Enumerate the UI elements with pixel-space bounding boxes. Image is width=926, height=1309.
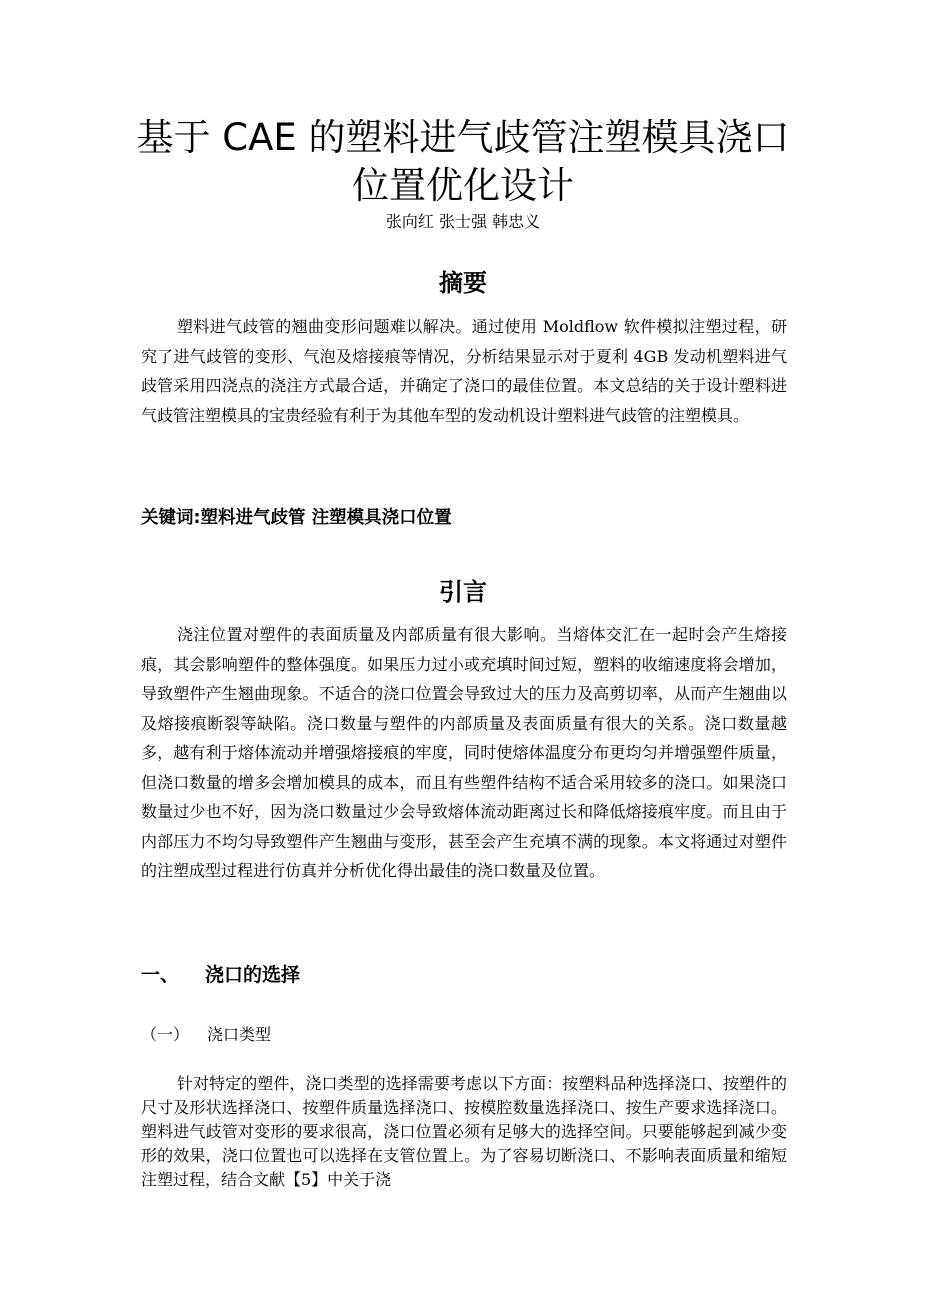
- introduction-heading: 引言: [439, 578, 487, 606]
- abstract-heading: 摘要: [439, 269, 487, 297]
- subsection-1-title: 浇口类型: [207, 1025, 272, 1044]
- subsection-1-number: （一）: [141, 1025, 190, 1044]
- abstract-body: 塑料进气歧管的翘曲变形问题难以解决。通过使用 Moldflow 软件模拟注塑过程，研究了进气歧管的变形、气泡及熔接痕等情况，分析结果显示对于夏利 4GB 发动机塑料进气歧管采用四浇点的浇注方式最合适，并确定了浇口的最佳位置。本文总结的关于设计塑料进气歧管注塑模具的宝贵经验有利于为其他车型的发动机设计塑料进气歧管的注塑模具。: [141, 317, 787, 425]
- keywords-line: 关键词:塑料进气歧管 注塑模具浇口位置: [141, 508, 452, 528]
- subsection-1-body: 针对特定的塑件，浇口类型的选择需要考虑以下方面：按塑料品种选择浇口、按塑件的尺寸及形状选择浇口、按塑件质量选择浇口、按模腔数量选择浇口、按生产要求选择浇口。塑料进气歧管对变形的要求很高，浇口位置必须有足够大的选择空间。只要能够起到减少变形的效果，浇口位置也可以选择在支管位置上。为了容易切断浇口、不影响表面质量和缩短注塑过程，结合文献【5】中关于浇: [141, 1074, 787, 1189]
- section-1-title: 浇口的选择: [205, 964, 301, 986]
- section-1-number: 一、: [141, 964, 180, 986]
- paper-title-line-2: 位置优化设计: [352, 164, 574, 207]
- author-list: 张向红 张士强 韩忠义: [385, 212, 541, 231]
- section-1-heading: [141, 961, 300, 989]
- subsection-1-heading: [141, 1021, 271, 1049]
- introduction-body: 浇注位置对塑件的表面质量及内部质量有很大影响。当熔体交汇在一起时会产生熔接痕，其会影响塑件的整体强度。如果压力过小或充填时间过短，塑料的收缩速度将会增加，导致塑件产生翘曲现象。不适合的浇口位置会导致过大的压力及高剪切率，从而产生翘曲以及熔接痕断裂等缺陷。浇口数量与塑件的内部质量及表面质量有很大的关系。浇口数量越多，越有利于熔体流动并增强熔接痕的牢度，同时使熔体温度分布更均匀并增强塑件质量，但浇口数量的增多会增加模具的成本，而且有些塑件结构不适合采用较多的浇口。如果浇口数量过少也不好，因为浇口数量过少会导致熔体流动距离过长和降低熔接痕牢度。而且由于内部压力不均匀导致塑件产生翘曲与变形，甚至会产生充填不满的现象。本文将通过对塑件的注塑成型过程进行仿真并分析优化得出最佳的浇口数量及位置。: [141, 625, 787, 880]
- paper-title-line-1: 基于 CAE 的塑料进气歧管注塑模具浇口: [136, 116, 790, 159]
